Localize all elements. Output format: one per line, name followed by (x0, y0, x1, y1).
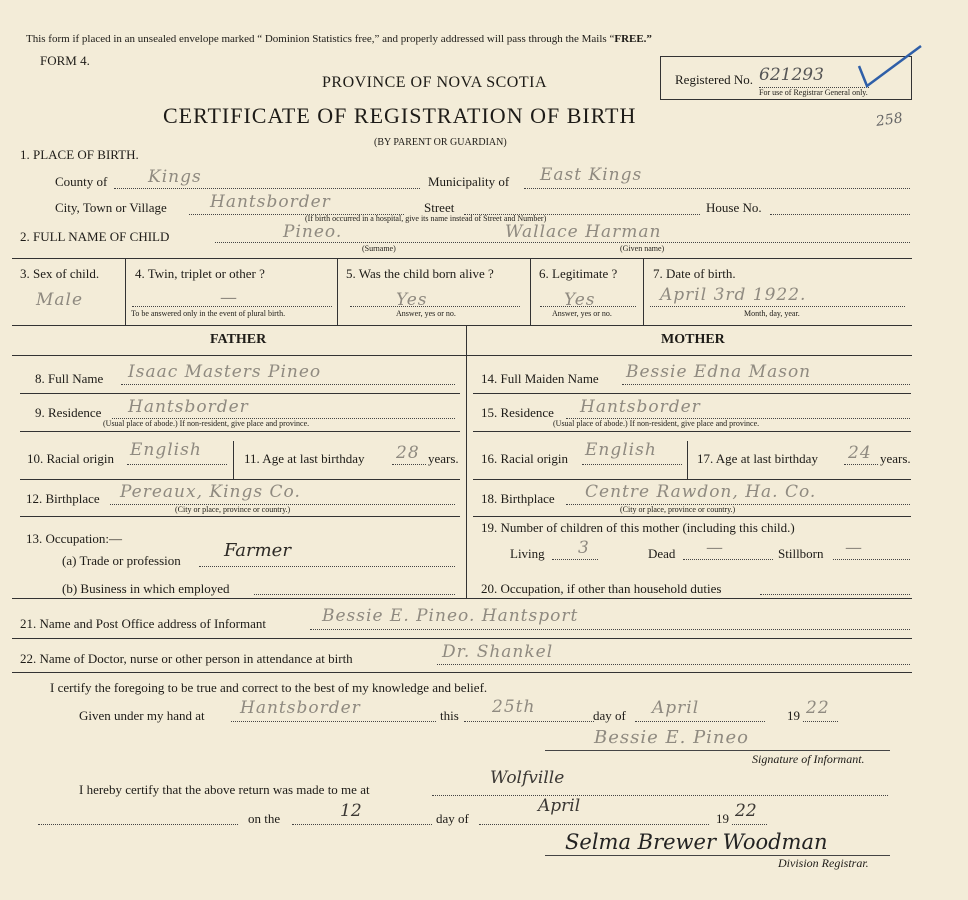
informant-signature: Bessie E. Pineo (594, 727, 750, 748)
date-of-birth-label: 7. Date of birth. (653, 266, 736, 281)
hospital-note: (If birth occurred in a hospital, give its name instead of Street and Number) (305, 214, 547, 223)
child-name-label: 2. FULL NAME OF CHILD (20, 229, 170, 244)
on-the-label: on the (248, 811, 281, 826)
business-label: (b) Business in which employed (62, 581, 230, 596)
living-label: Living (510, 546, 545, 561)
municipality-label: Municipality of (428, 174, 510, 189)
sex-value: Male (36, 290, 84, 310)
child-given-name: Wallace Harman (505, 222, 662, 242)
registered-label: Registered No. (675, 72, 753, 87)
given-place: Hantsborder (240, 698, 361, 718)
informant-signature-label: Signature of Informant. (752, 752, 865, 766)
father-birthplace: Pereaux, Kings Co. (120, 482, 301, 502)
legitimate-label: 6. Legitimate ? (539, 266, 618, 281)
mother-name-label: 14. Full Maiden Name (481, 371, 599, 386)
stillborn-label: Stillborn (778, 546, 824, 561)
check-mark-icon (855, 42, 925, 92)
form-number: FORM 4. (40, 53, 90, 68)
father-birthplace-note: (City or place, province or country.) (175, 505, 291, 514)
informant-value: Bessie E. Pineo. Hantsport (322, 606, 579, 626)
father-occupation-label: 13. Occupation:— (26, 531, 123, 546)
registrar-year: 22 (735, 801, 757, 821)
given-day: 25th (492, 697, 536, 717)
registrar-year-prefix: 19 (716, 811, 729, 826)
informant-label: 21. Name and Post Office address of Informant (20, 616, 266, 631)
father-racial-label: 10. Racial origin (27, 451, 115, 466)
given-year: 22 (806, 698, 830, 718)
father-age-label: 11. Age at last birthday (244, 451, 365, 466)
children-label: 19. Number of children of this mother (including this child.) (481, 520, 795, 535)
registrar-place: Wolfville (490, 768, 565, 788)
given-label: Given under my hand at (79, 708, 205, 723)
mother-birthplace-note: (City or place, province or country.) (620, 505, 736, 514)
mother-years-label: years. (880, 451, 911, 466)
mother-age: 24 (848, 443, 872, 463)
given-year-prefix: 19 (787, 708, 800, 723)
father-name-label: 8. Full Name (35, 371, 104, 386)
registration-note: For use of Registrar General only. (759, 88, 868, 97)
date-of-birth-value: April 3rd 1922. (660, 285, 807, 305)
house-label: House No. (706, 200, 762, 215)
given-day-of-label: day of (593, 708, 626, 723)
attendant-value: Dr. Shankel (442, 642, 554, 662)
dead-label: Dead (648, 546, 676, 561)
given-month: April (652, 698, 700, 718)
attendant-label: 22. Name of Doctor, nurse or other person in attendance at birth (20, 651, 353, 666)
mother-residence-note: (Usual place of abode.) If non-resident, give place and province. (553, 419, 760, 428)
registrar-signature-label: Division Registrar. (778, 856, 869, 870)
dead-count: — (706, 538, 724, 558)
mother-racial-label: 16. Racial origin (481, 451, 569, 466)
this-label: this (440, 708, 459, 723)
child-surname: Pineo. (283, 222, 343, 242)
mother-age-label: 17. Age at last birthday (697, 451, 818, 466)
mother-heading: MOTHER (661, 332, 725, 347)
date-of-birth-note: Month, day, year. (744, 309, 800, 318)
certify-text: I certify the foregoing to be true and correct to the best of my knowledge and belief. (50, 680, 488, 695)
legitimate-note: Answer, yes or no. (552, 309, 612, 318)
mother-residence-label: 15. Residence (481, 405, 554, 420)
father-birthplace-label: 12. Birthplace (26, 491, 100, 506)
street-label: Street (424, 200, 455, 215)
mother-maiden-name: Bessie Edna Mason (626, 362, 812, 382)
city-value: Hantsborder (210, 192, 331, 212)
mother-racial-origin: English (585, 440, 657, 460)
registrar-day-of-label: day of (436, 811, 469, 826)
mother-occupation-label: 20. Occupation, if other than household duties (481, 581, 722, 596)
given-note: (Given name) (620, 244, 665, 253)
city-label: City, Town or Village (55, 200, 167, 215)
legitimate-value: Yes (564, 290, 596, 310)
father-years-label: years. (428, 451, 459, 466)
father-age: 28 (396, 443, 420, 463)
certificate-subtitle: (BY PARENT OR GUARDIAN) (374, 137, 507, 148)
mother-birthplace-label: 18. Birthplace (481, 491, 555, 506)
alive-note: Answer, yes or no. (396, 309, 456, 318)
father-name: Isaac Masters Pineo (128, 362, 322, 382)
twin-value: — (220, 288, 238, 308)
father-residence: Hantsborder (128, 397, 249, 417)
father-racial-origin: English (130, 440, 202, 460)
sex-label: 3. Sex of child. (20, 266, 100, 281)
county-value: Kings (148, 167, 202, 187)
corner-mark: 258 (875, 110, 904, 130)
certificate-title: CERTIFICATE OF REGISTRATION OF BIRTH (163, 103, 637, 128)
living-count: 3 (578, 538, 590, 558)
trade-label: (a) Trade or profession (62, 553, 181, 568)
registrar-certify-text: I hereby certify that the above return was made to me at (79, 782, 370, 797)
twin-note: To be answered only in the event of plural birth. (131, 309, 286, 318)
father-residence-label: 9. Residence (35, 405, 102, 420)
registrar-day: 12 (340, 801, 362, 821)
municipality-value: East Kings (540, 165, 643, 185)
father-heading: FATHER (210, 332, 267, 347)
father-residence-note: (Usual place of abode.) If non-resident, give place and province. (103, 419, 310, 428)
registrar-month: April (538, 796, 581, 816)
mother-residence: Hantsborder (580, 397, 701, 417)
place-of-birth-label: 1. PLACE OF BIRTH. (20, 147, 139, 162)
province-heading: PROVINCE OF NOVA SCOTIA (322, 74, 548, 91)
mailing-notice: This form if placed in an unsealed envelope marked “ Dominion Statistics free,” and properly addressed will pass through the Mails “FREE.” (26, 33, 652, 45)
county-label: County of (55, 174, 108, 189)
mother-birthplace: Centre Rawdon, Ha. Co. (585, 482, 817, 502)
stillborn-count: — (845, 538, 863, 558)
registrar-signature: Selma Brewer Woodman (565, 830, 828, 854)
twin-label: 4. Twin, triplet or other ? (135, 266, 265, 281)
alive-value: Yes (396, 290, 428, 310)
surname-note: (Surname) (362, 244, 396, 253)
father-trade: Farmer (224, 540, 291, 561)
registration-number: 621293 (759, 65, 824, 85)
alive-label: 5. Was the child born alive ? (346, 266, 494, 281)
